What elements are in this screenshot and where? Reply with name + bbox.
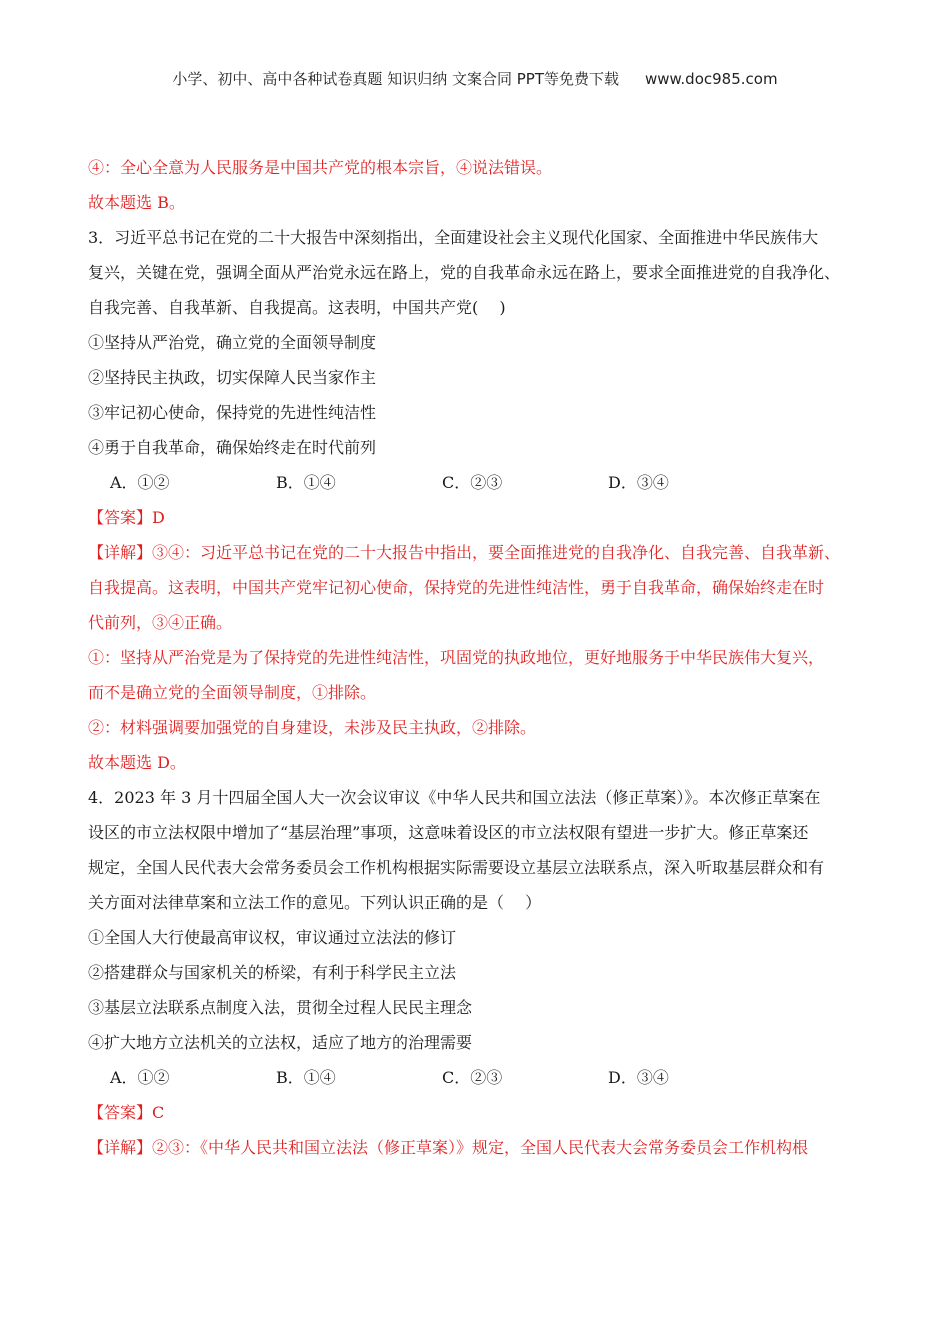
detail-line: 故本题选 D。 <box>88 753 186 772</box>
prev-explanation: ④：全心全意为人民服务是中国共产党的根本宗旨，④说法错误。 <box>88 158 553 177</box>
option-a: A．①② <box>110 473 170 492</box>
answer-options <box>88 465 878 500</box>
question-stem-line: 关方面对法律草案和立法工作的意见。下列认识正确的是（ ） <box>88 893 542 912</box>
question-stem-line: 设区的市立法权限中增加了“基层治理”事项，这意味着设区的市立法权限有望进一步扩大。修正草案还 <box>88 823 809 842</box>
option-c: C．②③ <box>442 473 503 492</box>
detail-line: 代前列，③④正确。 <box>88 613 233 632</box>
question-item: ③基层立法联系点制度入法，贯彻全过程人民民主理念 <box>88 998 473 1017</box>
option-b: B．①④ <box>276 1068 336 1087</box>
question-3 <box>88 220 878 780</box>
detail-line: 而不是确立党的全面领导制度，①排除。 <box>88 683 377 702</box>
detail-line: ②：材料强调要加强党的自身建设，未涉及民主执政，②排除。 <box>88 718 537 737</box>
option-a: A．①② <box>110 1068 170 1087</box>
option-b: B．①④ <box>276 473 336 492</box>
answer-key: 【答案】D <box>88 508 165 527</box>
question-stem-line: 4．2023 年 3 月十四届全国人大一次会议审议《中华人民共和国立法法（修正草案）》。本次修正草案在 <box>88 788 821 807</box>
question-item: ④勇于自我革命，确保始终走在时代前列 <box>88 438 377 457</box>
header-text: 小学、初中、高中各种试卷真题 知识归纳 文案合同 PPT等免费下载 <box>172 70 619 88</box>
question-stem-line: 规定，全国人民代表大会常务委员会工作机构根据实际需要设立基层立法联系点，深入听取基层群众和有 <box>88 858 825 877</box>
question-item: ①坚持从严治党，确立党的全面领导制度 <box>88 333 377 352</box>
question-item: ④扩大地方立法机关的立法权，适应了地方的治理需要 <box>88 1033 473 1052</box>
detail-line: 【详解】②③：《中华人民共和国立法法（修正草案）》规定，全国人民代表大会常务委员会工作机构根 <box>88 1138 809 1157</box>
option-c: C．②③ <box>442 1068 503 1087</box>
detail-line: 自我提高。这表明，中国共产党牢记初心使命，保持党的先进性纯洁性，勇于自我革命，确保始终走在时 <box>88 578 825 597</box>
question-item: ③牢记初心使命，保持党的先进性纯洁性 <box>88 403 377 422</box>
page-header <box>0 68 950 89</box>
question-item: ①全国人大行使最高审议权，审议通过立法法的修订 <box>88 928 457 947</box>
document-body <box>88 150 878 1165</box>
prev-conclusion: 故本题选 B。 <box>88 193 185 212</box>
option-d: D．③④ <box>608 473 669 492</box>
question-item: ②坚持民主执政，切实保障人民当家作主 <box>88 368 377 387</box>
question-item: ②搭建群众与国家机关的桥梁，有利于科学民主立法 <box>88 963 457 982</box>
option-d: D．③④ <box>608 1068 669 1087</box>
detail-line: 【详解】③④：习近平总书记在党的二十大报告中指出，要全面推进党的自我净化、自我完善、自我革新、 <box>88 543 841 562</box>
detail-line: ①：坚持从严治党是为了保持党的先进性纯洁性，巩固党的执政地位，更好地服务于中华民族伟大复兴， <box>88 648 825 667</box>
answer-options <box>88 1060 878 1095</box>
question-stem-line: 3．习近平总书记在党的二十大报告中深刻指出，全面建设社会主义现代化国家、全面推进中华民族伟大 <box>88 228 819 247</box>
question-stem-line: 自我完善、自我革新、自我提高。这表明，中国共产党( ) <box>88 298 506 317</box>
header-url[interactable]: www.doc985.com <box>644 70 778 88</box>
question-4 <box>88 780 878 1165</box>
question-stem-line: 复兴，关键在党，强调全面从严治党永远在路上，党的自我革命永远在路上，要求全面推进党的自我净化、 <box>88 263 841 282</box>
answer-key: 【答案】C <box>88 1103 165 1122</box>
